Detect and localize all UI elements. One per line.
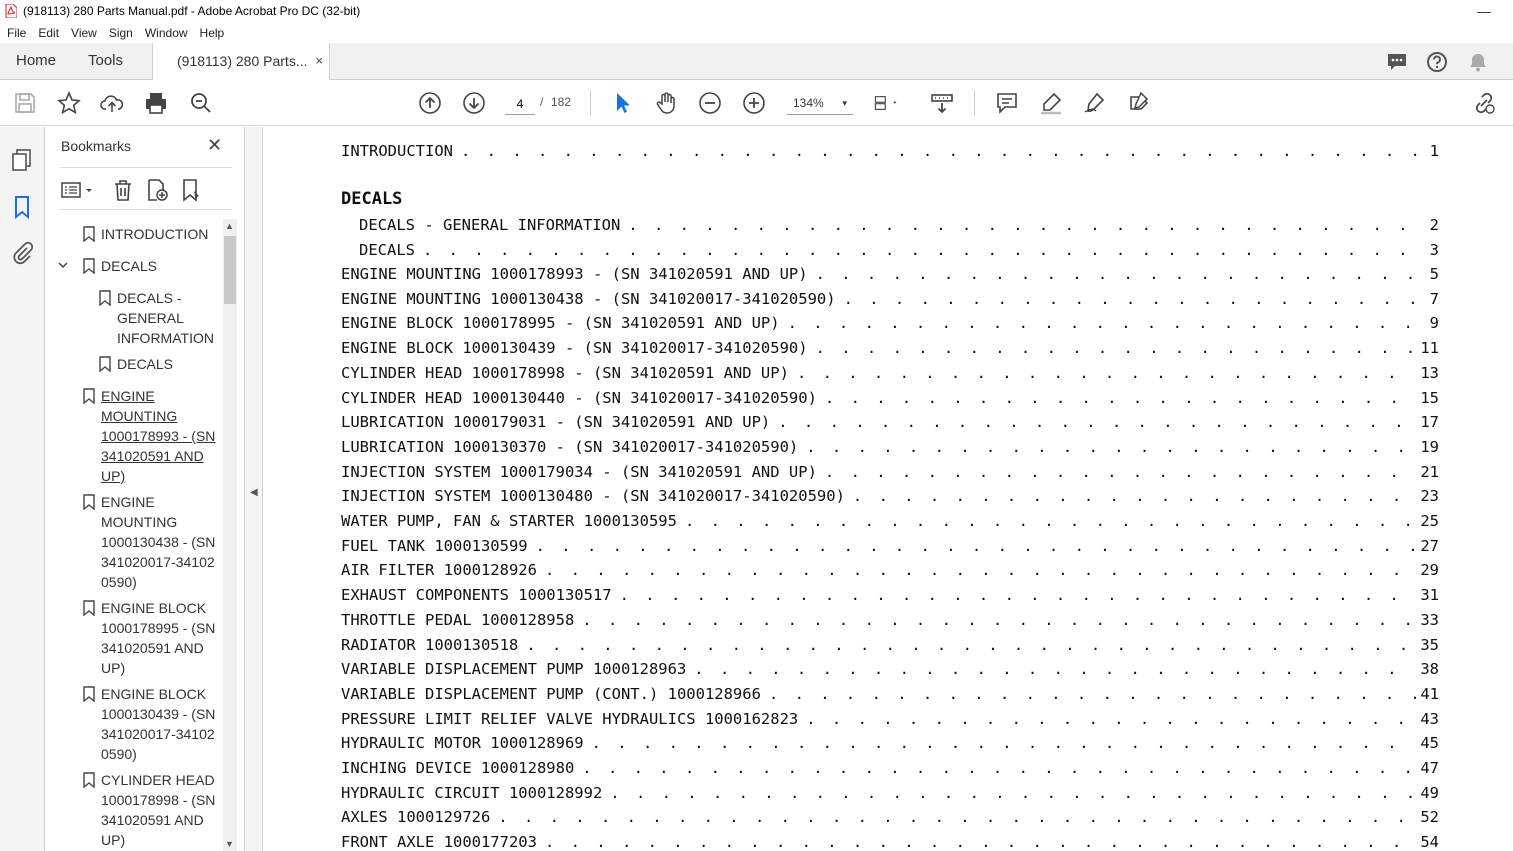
toolbar-divider (590, 90, 591, 116)
toc-entry[interactable]: LUBRICATION 1000179031 - (SN 341020591 AND UP) . . . 17 (341, 410, 1439, 434)
navigation-rail (0, 127, 45, 851)
toc-leader-dots (628, 213, 1425, 237)
next-page-icon[interactable] (462, 91, 486, 115)
toc-entry[interactable]: HYDRAULIC MOTOR 1000128969 . . . 45 (341, 731, 1439, 755)
bookmark-icon (83, 494, 95, 510)
toc-entry[interactable]: LUBRICATION 1000130370 - (SN 341020017-341020590) . . . 19 (341, 435, 1439, 459)
bookmark-engine-mounting-2[interactable]: ENGINE MOUNTING 1000130438 - (SN 341020017-34102 0590) (101, 492, 215, 592)
bookmark-cylinder-head-1[interactable]: CYLINDER HEAD 1000178998 - (SN 341020591 AND UP) (101, 770, 215, 850)
tab-tools[interactable]: Tools (88, 52, 124, 69)
toc-leader-dots (423, 238, 1426, 262)
delete-bookmark-icon[interactable] (111, 178, 135, 202)
bookmark-icon (99, 290, 111, 306)
save-icon[interactable] (13, 91, 37, 115)
bookmarks-title: Bookmarks (61, 138, 132, 154)
toc-leader-dots (797, 361, 1416, 385)
bookmark-decals-general-information[interactable]: DECALS - GENERAL INFORMATION (117, 288, 214, 348)
toc-leader-dots (592, 731, 1417, 755)
toc-leader-dots (582, 608, 1416, 632)
toc-leader-dots (620, 583, 1417, 607)
bookmarks-panel (45, 127, 245, 851)
panel-divider (60, 209, 232, 210)
toc-leader-dots (816, 262, 1426, 286)
page-number-input[interactable] (505, 93, 535, 115)
menu-edit[interactable]: Edit (38, 25, 60, 40)
bookmark-icon (83, 600, 95, 616)
toolbar-divider (974, 90, 975, 116)
toc-entry[interactable]: RADIATOR 1000130518 . . . 35 (341, 633, 1439, 657)
toc-entry[interactable]: THROTTLE PEDAL 1000128958 . . . 33 (341, 608, 1439, 632)
toc-leader-dots (582, 756, 1416, 780)
bookmark-decals[interactable]: DECALS (101, 256, 157, 276)
toc-leader-dots (844, 287, 1426, 311)
toc-leader-dots (778, 410, 1416, 434)
panel-divider (60, 167, 232, 168)
toc-leader-dots (788, 311, 1426, 335)
toc-entry[interactable]: ENGINE BLOCK 1000178995 - (SN 341020591 AND UP) . . . 9 (341, 311, 1439, 335)
fill-sign-icon[interactable] (1127, 91, 1151, 115)
toc-entry[interactable]: VARIABLE DISPLACEMENT PUMP 1000128963 . . . 38 (341, 657, 1439, 681)
upload-cloud-icon[interactable] (100, 91, 124, 115)
chevron-down-icon[interactable] (57, 259, 69, 274)
toc-entry-introduction[interactable]: INTRODUCTION . . . 1 (341, 139, 1439, 163)
draw-sign-icon[interactable] (1083, 91, 1107, 115)
toc-entry[interactable]: ENGINE MOUNTING 1000130438 - (SN 341020017-341020590) . . . 7 (341, 287, 1439, 311)
bookmark-introduction[interactable]: INTRODUCTION (101, 224, 208, 244)
select-cursor-icon[interactable] (611, 91, 635, 115)
toc-entry[interactable]: PRESSURE LIMIT RELIEF VALVE HYDRAULICS 1000162823 . . . 43 (341, 707, 1439, 731)
bookmark-icon (83, 686, 95, 702)
toc-entry[interactable]: EXHAUST COMPONENTS 1000130517 . . . 31 (341, 583, 1439, 607)
toc-leader-dots (461, 139, 1426, 163)
help-icon[interactable] (1426, 51, 1448, 73)
tab-document[interactable] (152, 43, 330, 80)
new-bookmark-icon[interactable] (145, 178, 169, 202)
toc-entry[interactable]: ENGINE BLOCK 1000130439 - (SN 341020017-341020590) . . . 11 (341, 336, 1439, 360)
previous-page-icon[interactable] (418, 91, 442, 115)
minimize-button[interactable]: — (1477, 3, 1491, 19)
highlight-pen-icon[interactable] (1039, 91, 1063, 115)
toolbar (0, 80, 1513, 126)
zoom-dropdown[interactable] (787, 91, 853, 115)
bookmark-from-selection-icon[interactable] (180, 178, 204, 202)
toc-entry[interactable]: CYLINDER HEAD 1000130440 - (SN 341020017-341020590) . . . 15 (341, 386, 1439, 410)
toc-section-heading: DECALS (341, 189, 403, 209)
toc-leader-dots (816, 336, 1417, 360)
attachment-paperclip-icon[interactable] (10, 241, 34, 265)
toc-leader-dots (769, 682, 1416, 706)
zoom-search-icon[interactable] (189, 91, 213, 115)
toc-leader-dots (806, 435, 1416, 459)
collapse-panel-icon[interactable]: ◀ (250, 487, 258, 498)
toc-entry[interactable]: INJECTION SYSTEM 1000179034 - (SN 341020591 AND UP) . . . 21 (341, 460, 1439, 484)
close-panel-button[interactable]: ✕ (207, 135, 223, 155)
toc-leader-dots (536, 534, 1417, 558)
toc-entry[interactable]: AIR FILTER 1000128926 . . . 29 (341, 558, 1439, 582)
toc-leader-dots (545, 558, 1416, 582)
toc-leader-dots (685, 509, 1416, 533)
toc-entry[interactable]: ENGINE MOUNTING 1000178993 - (SN 341020591 AND UP) . . . 5 (341, 262, 1439, 286)
menu-file[interactable]: File (7, 25, 27, 40)
page-layout-icon[interactable] (874, 91, 908, 115)
toc-leader-dots (694, 657, 1416, 681)
toc-entry[interactable]: FUEL TANK 1000130599 . . . 27 (341, 534, 1439, 558)
bookmark-decals-sub[interactable]: DECALS (117, 354, 173, 374)
bookmark-icon (83, 226, 95, 242)
toc-entry[interactable]: CYLINDER HEAD 1000178998 - (SN 341020591 AND UP) . . . 13 (341, 361, 1439, 385)
bookmark-engine-block-2[interactable]: ENGINE BLOCK 1000130439 - (SN 341020017-34102 0590) (101, 684, 215, 764)
menu-view[interactable]: View (71, 25, 97, 40)
bookmark-icon (83, 258, 95, 274)
zoom-in-icon[interactable] (742, 91, 766, 115)
zoom-value: 134% (793, 96, 824, 110)
bookmark-engine-mounting-1[interactable]: ENGINE MOUNTING 1000178993 - (SN 341020591 AND UP) (101, 386, 215, 486)
toc-entry[interactable]: INCHING DEVICE 1000128980 . . . 47 (341, 756, 1439, 780)
tab-bar (0, 43, 1513, 80)
bookmark-list (45, 217, 221, 851)
chevron-down-icon: ▾ (842, 98, 847, 108)
bookmark-icon (99, 356, 111, 372)
window-title: (918113) 280 Parts Manual.pdf - Adobe Acrobat Pro DC (32-bit) (23, 4, 361, 18)
page-total: 182 (551, 95, 572, 109)
tab-document-label: (918113) 280 Parts... (177, 53, 308, 69)
hand-tool-icon[interactable] (654, 91, 678, 115)
pdf-app-icon (5, 4, 17, 18)
scrollbar-thumb[interactable] (224, 236, 236, 304)
document-view[interactable] (263, 127, 1513, 851)
menu-bar (0, 22, 1513, 43)
page-thumbnails-icon[interactable] (10, 148, 34, 172)
toc-entry[interactable]: WATER PUMP, FAN & STARTER 1000130595 . . . 25 (341, 509, 1439, 533)
tab-close-button[interactable]: × (315, 53, 323, 68)
toc-leader-dots (853, 484, 1416, 508)
panel-splitter[interactable] (245, 127, 263, 851)
comment-icon[interactable] (1386, 51, 1408, 73)
bookmark-engine-block-1[interactable]: ENGINE BLOCK 1000178995 - (SN 341020591 AND UP) (101, 598, 215, 678)
star-icon[interactable] (57, 91, 81, 115)
toc-leader-dots (806, 707, 1416, 731)
toc-entry[interactable]: FRONT AXLE 1000177203 . . . 54 (341, 830, 1439, 851)
menu-sign[interactable]: Sign (108, 25, 133, 40)
toc-entry[interactable]: VARIABLE DISPLACEMENT PUMP (CONT.) 1000128966 . . . 41 (341, 682, 1439, 706)
toc-leader-dots (526, 633, 1416, 657)
print-icon[interactable] (144, 91, 168, 115)
title-bar (0, 0, 1513, 22)
scroll-up-icon[interactable]: ▲ (225, 221, 234, 231)
toc-leader-dots (545, 830, 1416, 851)
scroll-mode-icon[interactable] (930, 91, 954, 115)
toc-entry[interactable]: HYDRAULIC CIRCUIT 1000128992 . . . 49 (341, 781, 1439, 805)
toc-entry[interactable]: DECALS . . . 3 (359, 238, 1439, 262)
toc-entry[interactable]: AXLES 1000129726 . . . 52 (341, 805, 1439, 829)
add-comment-icon[interactable] (995, 91, 1019, 115)
toc-leader-dots (825, 386, 1416, 410)
bookmark-icon (83, 772, 95, 788)
toc-entry[interactable]: INJECTION SYSTEM 1000130480 - (SN 341020017-341020590) . . . 23 (341, 484, 1439, 508)
zoom-out-icon[interactable] (698, 91, 722, 115)
page-separator: / (540, 95, 544, 109)
toc-leader-dots (610, 781, 1416, 805)
scroll-down-icon[interactable]: ▼ (225, 839, 234, 849)
toc-leader-dots (825, 460, 1416, 484)
toc-entry[interactable]: DECALS - GENERAL INFORMATION . . . 2 (359, 213, 1439, 237)
notification-bell-icon[interactable] (1467, 51, 1489, 73)
menu-help[interactable]: Help (199, 25, 225, 40)
tab-home[interactable]: Home (16, 52, 57, 69)
bookmark-options-icon[interactable] (60, 178, 96, 202)
menu-window[interactable]: Window (144, 25, 188, 40)
share-link-icon[interactable] (1472, 91, 1496, 115)
bookmark-icon (83, 388, 95, 404)
bookmark-scrollbar[interactable] (223, 219, 237, 851)
toc-leader-dots (498, 805, 1416, 829)
bookmark-panel-icon[interactable] (10, 195, 34, 219)
